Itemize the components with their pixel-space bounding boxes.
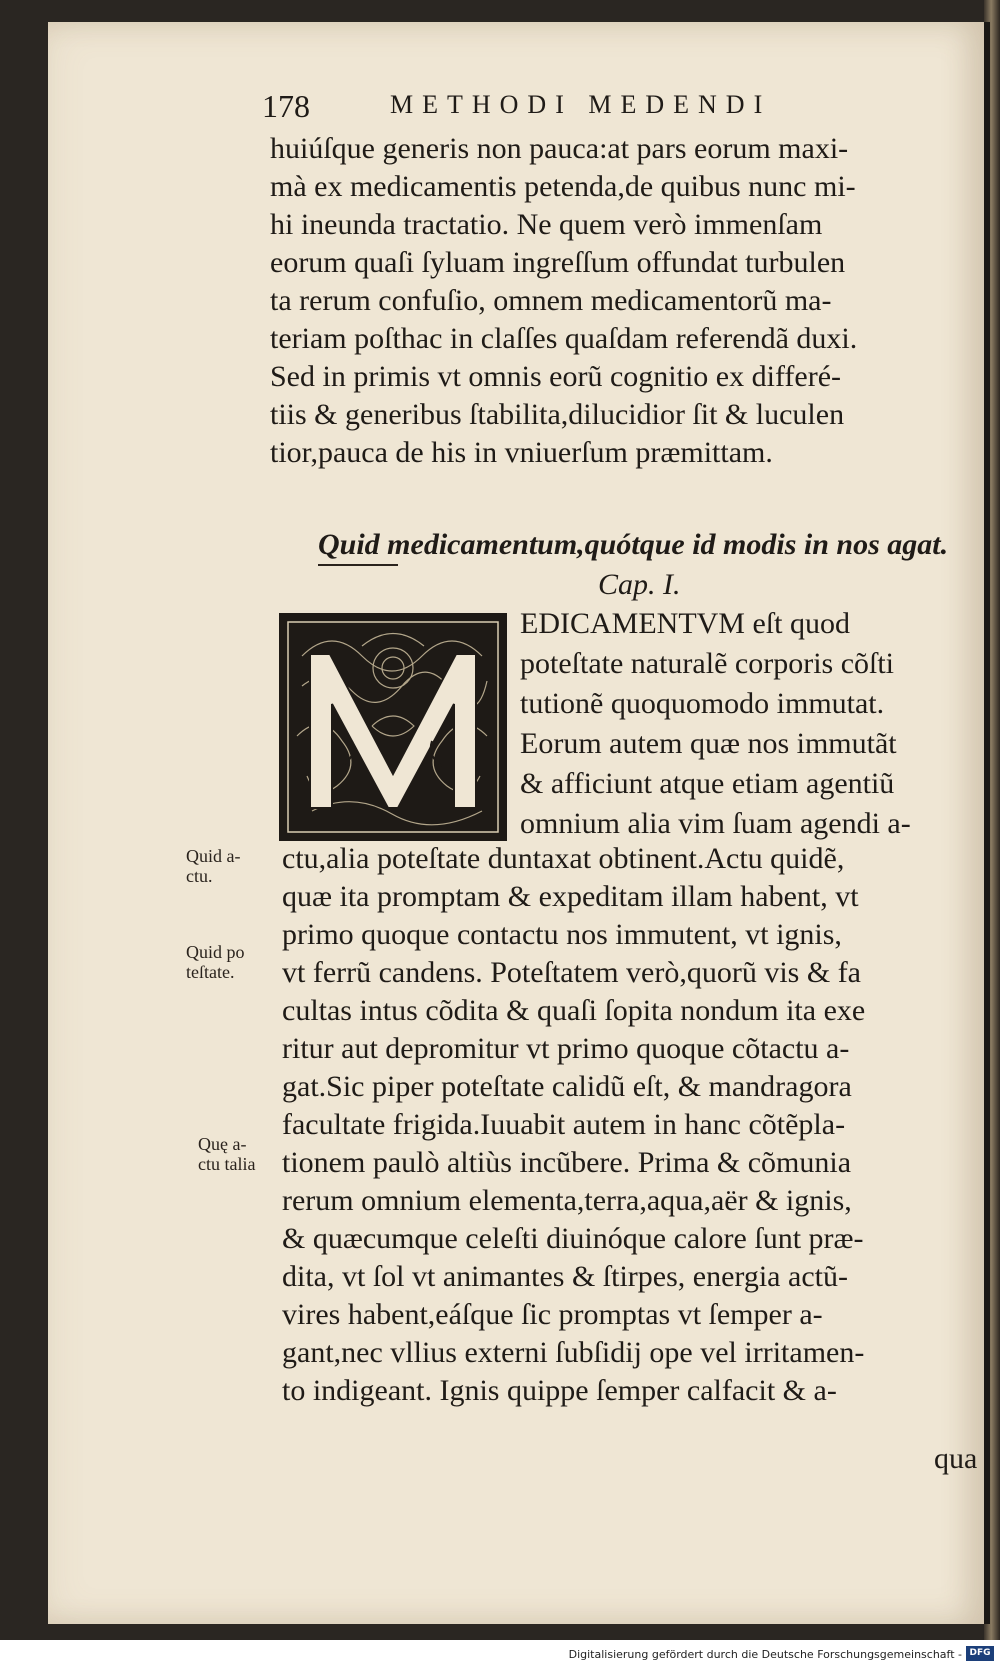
paragraph-opening (520, 605, 1000, 845)
text-line: tior,pauca de his in vniuerſum præmittam. (270, 436, 773, 469)
text-line: tionem paulò altiùs incũbere. Prima & cõmunia (282, 1146, 852, 1179)
text-line: Eorum autem quæ nos immutãt (520, 727, 897, 760)
text-line: gant,nec vllius externi ſubſidij ope vel irritamen- (282, 1336, 865, 1369)
initial-ornament-icon (282, 616, 504, 838)
text-line: eorum quaſi ſyluam ingreſſum offundat turbulen (270, 246, 846, 279)
text-line: & afficiunt atque etiam agentiũ (520, 767, 895, 800)
text-line: vt ferrũ candens. Poteſtatem verò,quorũ vis & fa (282, 956, 861, 989)
page-number: 178 (262, 88, 310, 124)
text-line: gat.Sic piper poteſtate calidũ eſt, & mandragora (282, 1070, 852, 1103)
text-line: primo quoque contactu nos immutent, vt ignis, (282, 918, 842, 951)
margin-note-line: ctu talia (198, 1154, 256, 1174)
text-line: hi ineunda tractatio. Ne quem verò immenſam (270, 208, 823, 241)
page-header (262, 88, 942, 128)
chapter-number: Cap. I. (598, 568, 681, 601)
text-line: poteſtate naturalẽ corporis cõſti (520, 647, 895, 680)
margin-note-line: Quę a- (198, 1134, 247, 1154)
text-line: mà ex medicamentis petenda,de quibus nunc mi- (270, 170, 856, 203)
text-line: ta rerum confuſio, omnem medicamentorũ ma- (270, 284, 832, 317)
dfg-logo-icon: DFG (966, 1646, 994, 1661)
heading-flourish (318, 564, 398, 566)
text-line: tutionẽ quoquomodo immutat. (520, 687, 885, 720)
margin-note-line: Quid po (186, 942, 245, 962)
text-line: ritur aut depromitur vt primo quoque cõtactu a- (282, 1032, 850, 1065)
text-line: dita, vt ſol vt animantes & ſtirpes, energia actũ- (282, 1260, 848, 1293)
text-line: facultate frigida.Iuuabit autem in hanc cõtẽpla- (282, 1108, 846, 1141)
catchword: qua (934, 1442, 978, 1475)
digitization-credit: Digitalisierung gefördert durch die Deutsche Forschungsgemeinschaft - (568, 1648, 962, 1661)
margin-note-potestate (186, 942, 245, 982)
text-line: rerum omnium elementa,terra,aqua,aër & ignis, (282, 1184, 852, 1217)
paragraph-intro (270, 130, 990, 500)
text-line: Sed in primis vt omnis eorũ cognitio ex differé- (270, 360, 842, 393)
text-line: & quæcumque celeſti diuinóque calore ſunt præ- (282, 1222, 864, 1255)
text-line: huiúſque generis non pauca:at pars eorum maxi- (270, 132, 849, 165)
paragraph-main (282, 840, 992, 1470)
footer-bar (0, 1640, 1000, 1670)
text-line: quæ ita promptam & expeditam illam habent, vt (282, 880, 859, 913)
chapter-heading: Quid medicamentum,quótque id modis in nos agat. (318, 528, 949, 561)
text-line: omnium alia vim ſuam agendi a- (520, 807, 911, 840)
margin-note-actu-talia (198, 1134, 255, 1174)
text-line: EDICAMENTVM eſt quod (520, 607, 850, 640)
running-title: METHODI MEDENDI (390, 90, 772, 119)
margin-note-actu (186, 846, 240, 886)
margin-note-line: ctu. (186, 866, 213, 886)
text-line: teriam poſthac in claſſes quaſdam referendã duxi. (270, 322, 858, 355)
margin-note-line: Quid a- (186, 846, 241, 866)
decorated-initial (279, 613, 507, 841)
text-line: vires habent,eáſque ſic promptas vt ſemper a- (282, 1298, 823, 1331)
margin-note-line: teſtate. (186, 962, 235, 982)
text-line: cultas intus cõdita & quaſi ſopita nondum ita exe (282, 994, 866, 1027)
text-line: tiis & generibus ſtabilita,dilucidior ſit & luculen (270, 398, 845, 431)
text-line: to indigeant. Ignis quippe ſemper calfacit & a- (282, 1374, 837, 1407)
text-line: ctu,alia poteſtate duntaxat obtinent.Actu quidẽ, (282, 842, 845, 875)
